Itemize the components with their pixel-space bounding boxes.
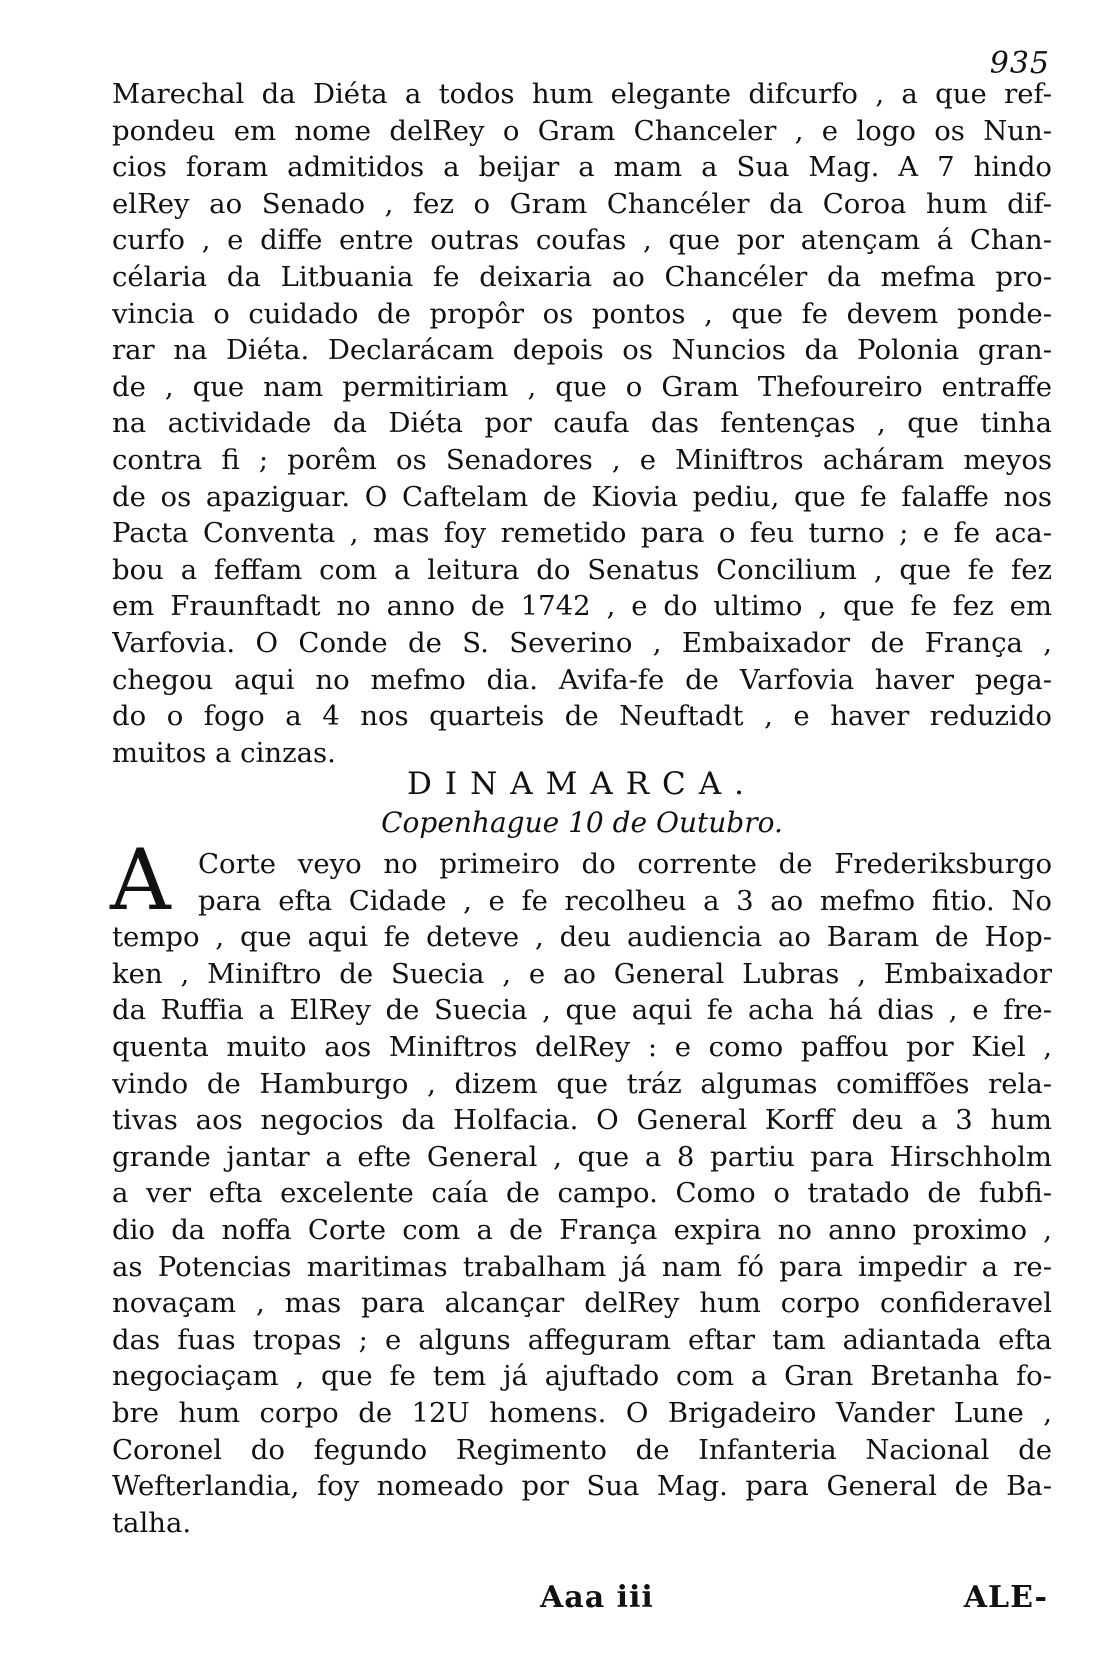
dateline: Copenhague 10 de Outubro. bbox=[381, 806, 783, 839]
signature-mark: Aaa iii bbox=[540, 1580, 654, 1615]
text-line: tempo , que aqui fe deteve , deu audiencia ao Baram de Hop- bbox=[112, 921, 1052, 954]
text-line: elRey ao Senado , fez o Gram Chancéler da Coroa hum dif- bbox=[112, 187, 1052, 220]
text-line: quenta muito aos Miniftros delRey : e como paffou por Kiel , bbox=[112, 1030, 1052, 1063]
text-line: contra fi ; porêm os Senadores , e Miniftros acháram meyos bbox=[112, 443, 1052, 476]
text-line: de os apaziguar. O Caftelam de Kiovia pediu, que fe falaffe nos bbox=[112, 480, 1052, 513]
text-line: para efta Cidade , e fe recolheu a 3 ao mefmo fitio. No bbox=[198, 884, 1052, 917]
text-line: talha. bbox=[112, 1506, 192, 1539]
text-line: da Ruffia a ElRey de Suecia , que aqui fe acha há dias , e fre- bbox=[112, 994, 1052, 1027]
text-line: em Fraunftadt no anno de 1742 , e do ultimo , que fe fez em bbox=[112, 590, 1052, 623]
page-number: 935 bbox=[989, 46, 1050, 81]
text-line: chegou aqui no mefmo dia. Avifa-fe de Varfovia haver pega- bbox=[112, 663, 1052, 696]
drop-cap: A bbox=[110, 831, 171, 929]
text-line: vincia o cuidado de propôr os pontos , que fe devem ponde- bbox=[112, 297, 1052, 330]
text-line: bre hum corpo de 12U homens. O Brigadeiro Vander Lune , bbox=[112, 1396, 1052, 1429]
text-block-denmark bbox=[112, 846, 1052, 1541]
text-line: tivas aos negocios da Holfacia. O General Korff deu a 3 hum bbox=[112, 1104, 1052, 1137]
text-line: negociaçam , que fe tem já ajuftado com a Gran Bretanha fo- bbox=[112, 1360, 1052, 1393]
text-line: curfo , e diffe entre outras coufas , que por atençam á Chan- bbox=[112, 224, 1052, 257]
text-line: novaçam , mas para alcançar delRey hum corpo confideravel bbox=[112, 1287, 1052, 1320]
text-block-poland bbox=[112, 76, 1052, 771]
text-line: das fuas tropas ; e alguns affeguram eftar tam adiantada efta bbox=[112, 1323, 1052, 1356]
text-line: célaria da Litbuania fe deixaria ao Chancéler da mefma pro- bbox=[112, 260, 1052, 293]
text-line: ken , Miniftro de Suecia , e ao General Lubras , Embaixador bbox=[112, 957, 1052, 990]
text-line: cios foram admitidos a beijar a mam a Sua Mag. A 7 hindo bbox=[112, 151, 1052, 184]
text-line: Corte veyo no primeiro do corrente de Frederiksburgo bbox=[198, 848, 1052, 880]
section-heading: DINAMARCA. bbox=[406, 766, 758, 802]
text-line: muitos a cinzas. bbox=[112, 736, 336, 769]
text-line: Coronel do fegundo Regimento de Infanteria Nacional de bbox=[112, 1433, 1052, 1466]
text-line: a ver efta excelente caía de campo. Como o tratado de fubfi- bbox=[112, 1177, 1052, 1210]
text-line: do o fogo a 4 nos quarteis de Neuftadt , e haver reduzido bbox=[112, 700, 1052, 733]
text-line: na actividade da Diéta por caufa das fentenças , que tinha bbox=[112, 407, 1052, 440]
text-line: Marechal da Diéta a todos hum elegante difcurfo , a que ref- bbox=[112, 78, 1052, 110]
text-line: dio da noffa Corte com a de França expira no anno proximo , bbox=[112, 1213, 1052, 1246]
text-line: pondeu em nome delRey o Gram Chanceler , e logo os Nun- bbox=[112, 114, 1052, 147]
text-line: de , que nam permitiriam , que o Gram Thefoureiro entraffe bbox=[112, 370, 1052, 403]
text-line: rar na Diéta. Declarácam depois os Nuncios da Polonia gran- bbox=[112, 334, 1052, 367]
text-line: as Potencias maritimas trabalham já nam fó para impedir a re- bbox=[112, 1250, 1052, 1283]
catchword: ALE- bbox=[963, 1580, 1048, 1615]
text-line: Varfovia. O Conde de S. Severino , Embaixador de França , bbox=[112, 626, 1052, 659]
text-line: Pacta Conventa , mas foy remetido para o feu turno ; e fe aca- bbox=[112, 517, 1052, 550]
text-line: Wefterlandia, foy nomeado por Sua Mag. para General de Ba- bbox=[112, 1470, 1052, 1503]
text-line: grande jantar a efte General , que a 8 partiu para Hirschholm bbox=[112, 1140, 1052, 1173]
text-line: bou a feffam com a leitura do Senatus Concilium , que fe fez bbox=[112, 553, 1052, 586]
text-line: vindo de Hamburgo , dizem que tráz algumas comiffões rela- bbox=[112, 1067, 1052, 1100]
